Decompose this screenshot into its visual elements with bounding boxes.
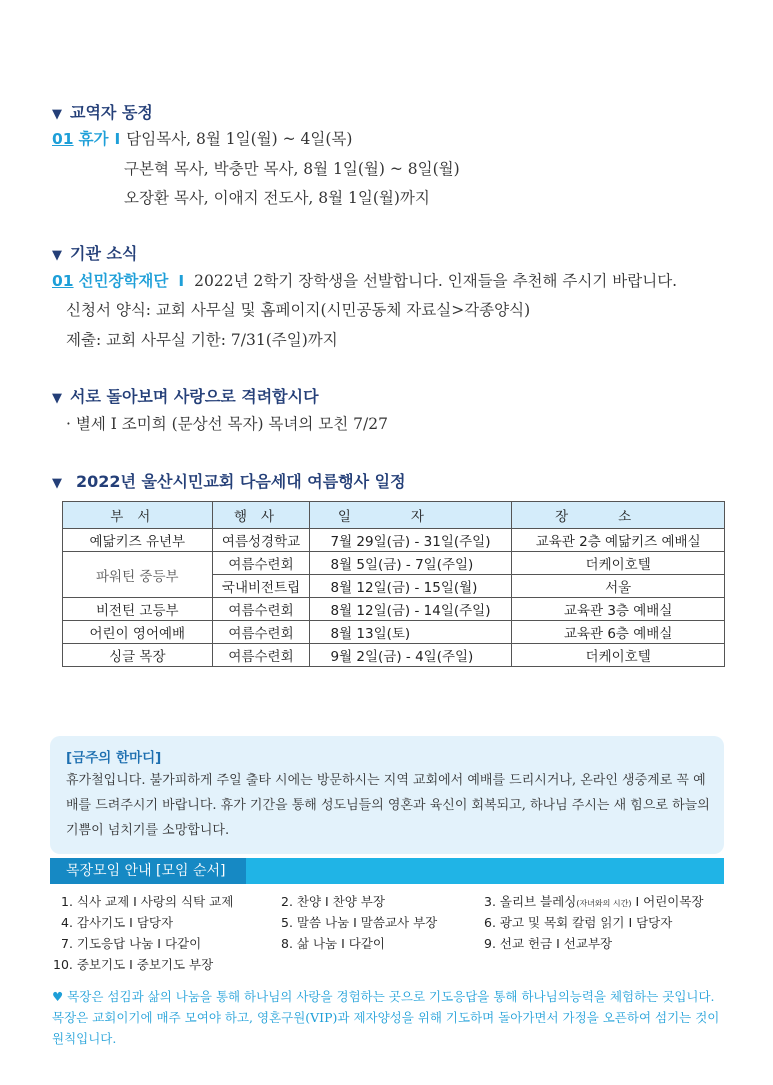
order-item-9: 9. 선교 헌금 I 선교부장 xyxy=(484,936,613,951)
news-line-3: 제출: 교회 사무실 기한: 7/31(주일)까지 xyxy=(66,331,338,349)
triangle-down-icon: ▼ xyxy=(52,391,62,406)
schedule-table xyxy=(62,501,725,667)
news-line-1: 01 선민장학재단 I 2022년 2학기 장학생을 선발합니다. 인재들을 추천해 주시기 바랍니다. xyxy=(52,272,678,290)
triangle-down-icon: ▼ xyxy=(52,476,62,491)
col-header-event: 행사 xyxy=(212,502,310,529)
weekly-word-text: 휴가철입니다. 불가피하게 주일 출타 시에는 방문하시는 지역 교회에서 예배를 드리시거나, 온라인 생중계로 꼭 예배를 드려주시기 바랍니다. 휴가 기간을 통해 성도님들의 영혼과 육신이 회복되고, 하나님 주시는 새 힘으로 하늘의 기쁨이 넘치기를 소망합니다. xyxy=(66,773,710,838)
col-header-date: 일자 xyxy=(310,502,512,529)
order-item-3: 3. 올리브 블레싱(자녀와의 시간) I 어린이목장 xyxy=(484,894,704,909)
order-item-6: 6. 광고 및 목회 칼럼 읽기 I 담당자 xyxy=(484,915,673,930)
staff-line-1: 01 휴가 I 담임목사, 8월 1일(월) ~ 4일(목) xyxy=(52,130,353,148)
section-heading-care: ▼ 서로 돌아보며 사랑으로 격려합시다 xyxy=(52,387,319,406)
item-keyword: 선민장학재단 xyxy=(78,272,169,290)
table-row: 파워틴 중등부 여름수련회 8월 5일(금) - 7일(주일) 더케이호텔 xyxy=(63,552,725,575)
staff-line-2: 구본혁 목사, 박충만 목사, 8월 1일(월) ~ 8일(월) xyxy=(124,160,460,178)
order-item-7: 7. 기도응답 나눔 I 다같이 xyxy=(61,936,202,951)
cell-meeting-title: 목장모임 안내 [모임 순서] xyxy=(50,858,246,884)
table-row: 어린이 영어예배 여름수련회 8월 13일(토) 교육관 6층 예배실 xyxy=(63,621,725,644)
table-row: 비전틴 고등부 여름수련회 8월 12일(금) - 14일(주일) 교육관 3층 예배실 xyxy=(63,598,725,621)
table-header-row xyxy=(63,502,725,529)
order-item-2: 2. 찬양 I 찬양 부장 xyxy=(281,894,385,909)
triangle-down-icon: ▼ xyxy=(52,248,62,263)
separator: I xyxy=(178,272,185,290)
table-row: 싱글 목장 여름수련회 9월 2일(금) - 4일(주일) 더케이호텔 xyxy=(63,644,725,667)
item-number: 01 xyxy=(52,130,74,148)
table-row: 예닮키즈 유년부 여름성경학교 7월 29일(금) - 31일(주일) 교육관 2층 예닮키즈 예배실 xyxy=(63,529,725,552)
weekly-word-title: [금주의 한마디] xyxy=(66,750,162,766)
separator: I xyxy=(114,130,121,148)
order-item-1: 1. 식사 교제 I 사랑의 식탁 교제 xyxy=(61,894,234,909)
order-item-4: 4. 감사기도 I 담당자 xyxy=(61,915,174,930)
section-heading-news: ▼ 기관 소식 xyxy=(52,244,138,263)
triangle-down-icon: ▼ xyxy=(52,107,62,122)
item-number: 01 xyxy=(52,272,74,290)
order-item-8: 8. 삶 나눔 I 다같이 xyxy=(281,936,385,951)
item-keyword: 휴가 xyxy=(78,130,109,148)
cell-meeting-banner xyxy=(50,858,724,884)
col-header-dept: 부서 xyxy=(63,502,213,529)
order-item-5: 5. 말씀 나눔 I 말씀교사 부장 xyxy=(281,915,438,930)
news-line-2: 신청서 양식: 교회 사무실 및 홈페이지(시민공동체 자료실>각종양식) xyxy=(66,301,531,319)
care-line: · 별세 I 조미희 (문상선 목자) 목녀의 모친 7/27 xyxy=(66,415,388,433)
heart-icon: ♥ xyxy=(52,989,64,1004)
staff-line-3: 오장환 목사, 이애지 전도사, 8월 1일(월)까지 xyxy=(124,189,430,207)
section-heading-schedule: ▼ 2022년 울산시민교회 다음세대 여름행사 일정 xyxy=(52,472,406,491)
section-heading-staff: ▼ 교역자 동정 xyxy=(52,103,153,122)
weekly-word-box xyxy=(50,736,724,854)
col-header-place: 장소 xyxy=(512,502,725,529)
order-item-10: 10. 중보기도 I 중보기도 부장 xyxy=(53,957,214,972)
cell-footnote: ♥ 목장은 섬김과 삶의 나눔을 통해 하나님의 사랑을 경험하는 곳으로 기도응답을 통해 하나님의능력을 체험하는 곳입니다. 목장은 교회이기에 매주 모여야 하고, 영혼구원(VIP)과 제자양성을 위해 기도하며 돌아가면서 가정을 오픈하여 섬기는 것이 원칙입니다. xyxy=(52,989,720,1046)
table-row: 국내비전트립 8월 12일(금) - 15일(월) 서울 xyxy=(63,575,725,598)
